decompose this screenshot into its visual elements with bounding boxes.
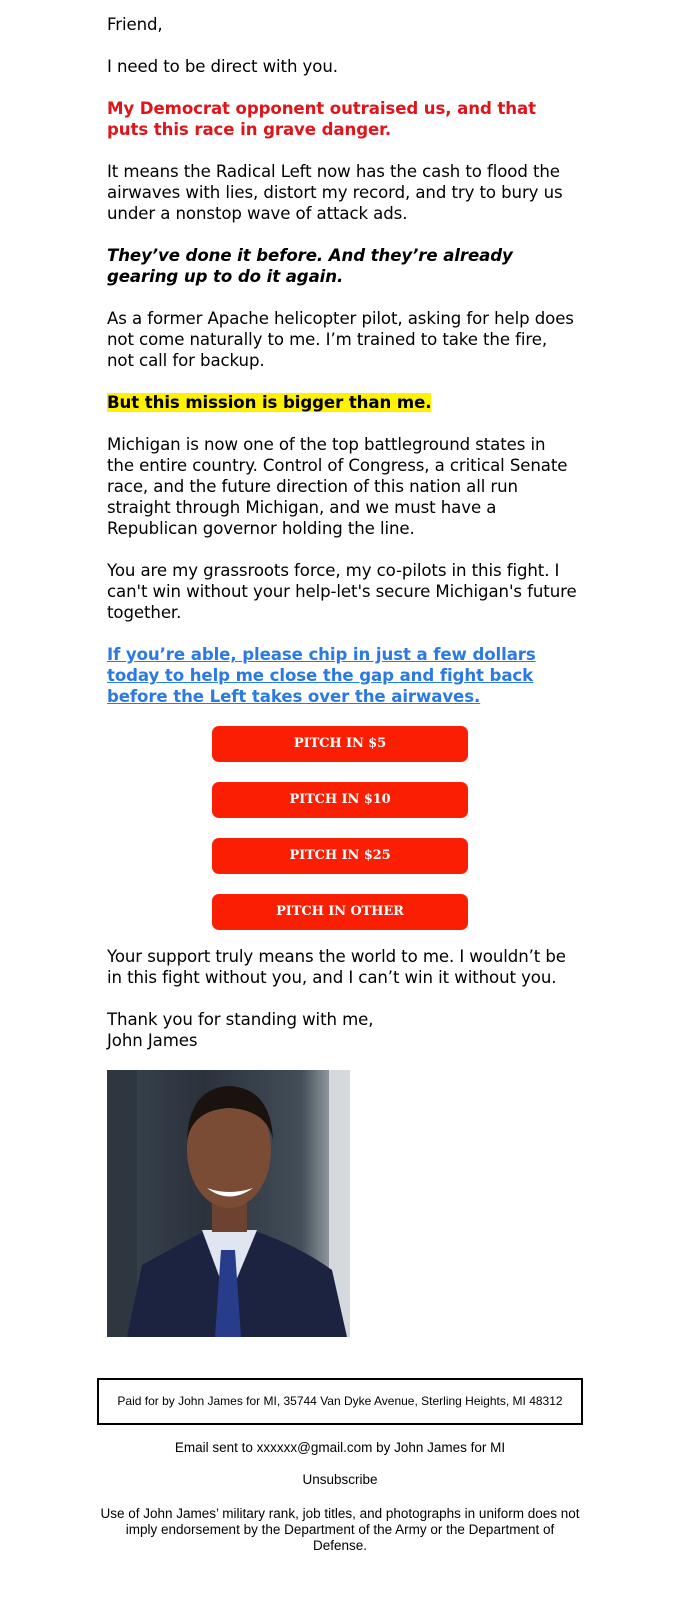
paragraph: It means the Radical Left now has the cash to flood the airwaves with lies, distort my record, and try to bury us under a nonstop wave of attack ads. [107,162,563,223]
paragraph: Michigan is now one of the top battleground states in the entire country. Control of Congress, a critical Senate race, and the future direction of this nation all run straight through Michigan, and we must have a Republican governor holding the line. [107,435,568,538]
warning-paragraph: My Democrat opponent outraised us, and that puts this race in grave danger. [107,99,536,139]
emphasis-paragraph: They’ve done it before. And they’re already gearing up to do it again. [107,246,513,286]
paragraph: I need to be direct with you. [107,57,338,76]
military-disclaimer: Use of John James’ military rank, job titles, and photographs in uniform does not imply endorsement by the Department of the Army or the Department of Defense. [100,1506,580,1553]
paid-for-disclaimer [97,1378,583,1425]
pitch-in-10-button[interactable]: PITCH IN $10 [212,782,468,818]
candidate-photo [107,1070,350,1337]
paragraph: You are my grassroots force, my co-pilots in this fight. I can't win without your help-let's secure Michigan's future together. [107,561,577,622]
pitch-in-5-button[interactable]: PITCH IN $5 [212,726,468,762]
closing: Thank you for standing with me, [107,1010,374,1029]
donate-link[interactable]: If you’re able, please chip in just a few dollars today to help me close the gap and fight back before the Left takes over the airwaves. [107,645,536,706]
donation-buttons [212,726,468,930]
highlighted-text: But this mission is bigger than me. [107,393,432,412]
sent-to-text: Email sent to xxxxxx@gmail.com by John James for MI [174,1440,506,1455]
paid-for-text: Paid for by John James for MI, 35744 Van Dyke Avenue, Sterling Heights, MI 48312 [117,1394,563,1408]
paragraph: Your support truly means the world to me. I wouldn’t be in this fight without you, and I can’t win it without you. [107,947,566,987]
paragraph: As a former Apache helicopter pilot, asking for help does not come naturally to me. I’m trained to take the fire, not call for backup. [107,309,574,370]
pitch-in-25-button[interactable]: PITCH IN $25 [212,838,468,874]
pitch-in-other-button[interactable]: PITCH IN OTHER [212,894,468,930]
signature: John James [107,1031,198,1050]
greeting: Friend, [107,15,163,34]
unsubscribe-link[interactable]: Unsubscribe [302,1472,378,1487]
email-body [107,14,577,1337]
